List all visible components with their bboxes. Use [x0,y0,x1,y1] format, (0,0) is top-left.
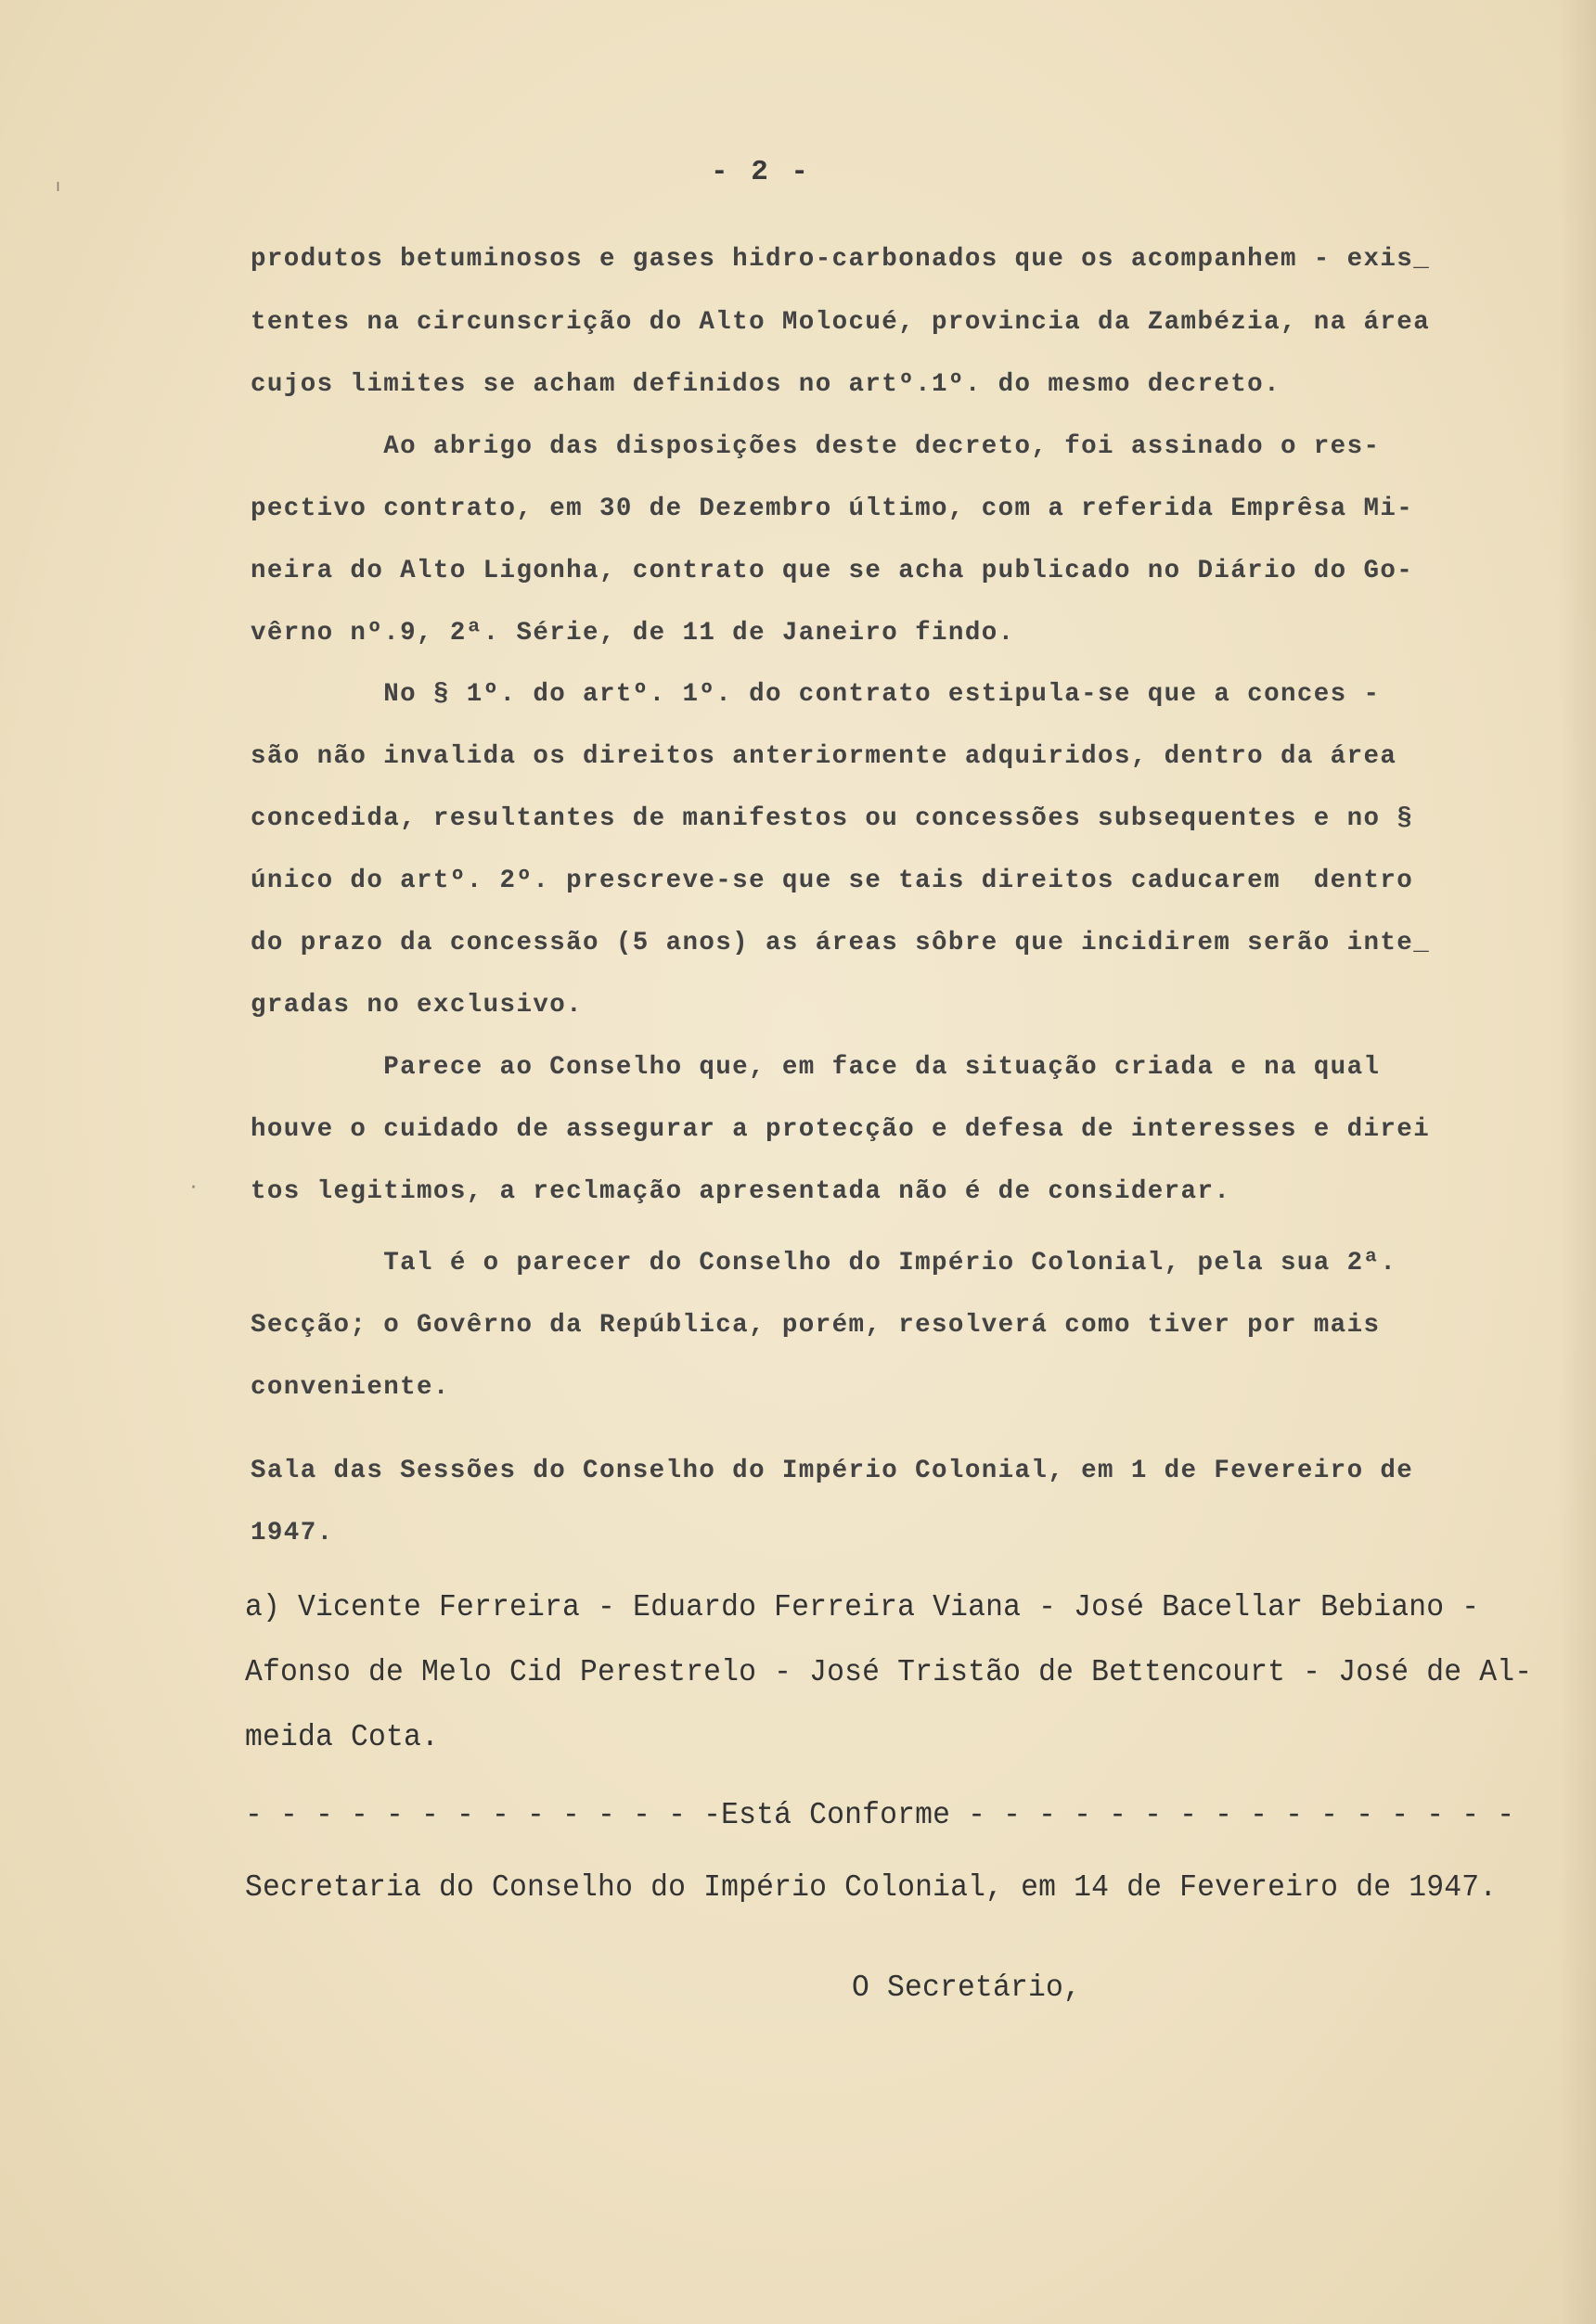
text-line: neira do Alto Ligonha, contrato que se acha publicado no Diário do Go- [251,557,1414,585]
text-line: pectivo contrato, em 30 de Dezembro último, com a referida Emprêsa Mi- [251,494,1414,523]
page-number: - 2 - [710,156,811,188]
text-line: são não invalida os direitos anteriormente adquiridos, dentro da área [251,742,1397,771]
text-line: Tal é o parecer do Conselho do Império Colonial, pela sua 2ª. [251,1249,1397,1278]
text-line: cujos limites se acham definidos no artº.1º. do mesmo decreto. [251,370,1281,399]
text-line: No § 1º. do artº. 1º. do contrato estipula-se que a conces - [251,680,1381,709]
text-line: único do artº. 2º. prescreve-se que se tais direitos caducarem dentro [251,867,1414,895]
text-line: tos legitimos, a reclmação apresentada não é de considerar. [251,1177,1231,1206]
text-line: do prazo da concessão (5 anos) as áreas sôbre que incidirem serão inte_ [251,929,1431,957]
text-line: houve o cuidado de assegurar a protecção e defesa de interesses e direi [251,1115,1431,1144]
signature-line: meida Cota. [245,1720,440,1754]
text-line: conveniente. [251,1373,450,1402]
signature-line: a) Vicente Ferreira - Eduardo Ferreira Viana - José Bacellar Bebiano - [245,1590,1480,1624]
closing-title: O Secretário, [852,1971,1082,2005]
signature-line: Afonso de Melo Cid Perestrelo - José Tristão de Bettencourt - José de Al- [245,1655,1533,1689]
margin-mark: ı [56,176,61,196]
text-line: Parece ao Conselho que, em face da situação criada e na qual [251,1053,1381,1082]
text-line: Secção; o Govêrno da República, porém, resolverá como tiver por mais [251,1311,1381,1340]
secretaria-line: Secretaria do Conselho do Império Colonial, em 14 de Fevereiro de 1947. [245,1870,1498,1905]
text-line: Ao abrigo das disposições deste decreto, foi assinado o res- [251,432,1381,461]
text-line: concedida, resultantes de manifestos ou concessões subsequentes e no § [251,804,1414,833]
text-line: gradas no exclusivo. [251,991,584,1020]
text-line: produtos betuminosos e gases hidro-carbonados que os acompanhem - exis_ [251,245,1431,274]
conforme-line: - - - - - - - - - - - - - -Está Conforme - - - - - - - - - - - - - - - - [245,1798,1515,1832]
text-line: Sala das Sessões do Conselho do Império Colonial, em 1 de Fevereiro de [251,1457,1414,1485]
text-line: tentes na circunscrição do Alto Molocué, provincia da Zambézia, na área [251,308,1431,337]
text-line: 1947. [251,1519,334,1547]
page-edge-shadow [1559,0,1596,2324]
margin-mark: · [190,1176,197,1200]
text-line: vêrno nº.9, 2ª. Série, de 11 de Janeiro findo. [251,619,1015,648]
